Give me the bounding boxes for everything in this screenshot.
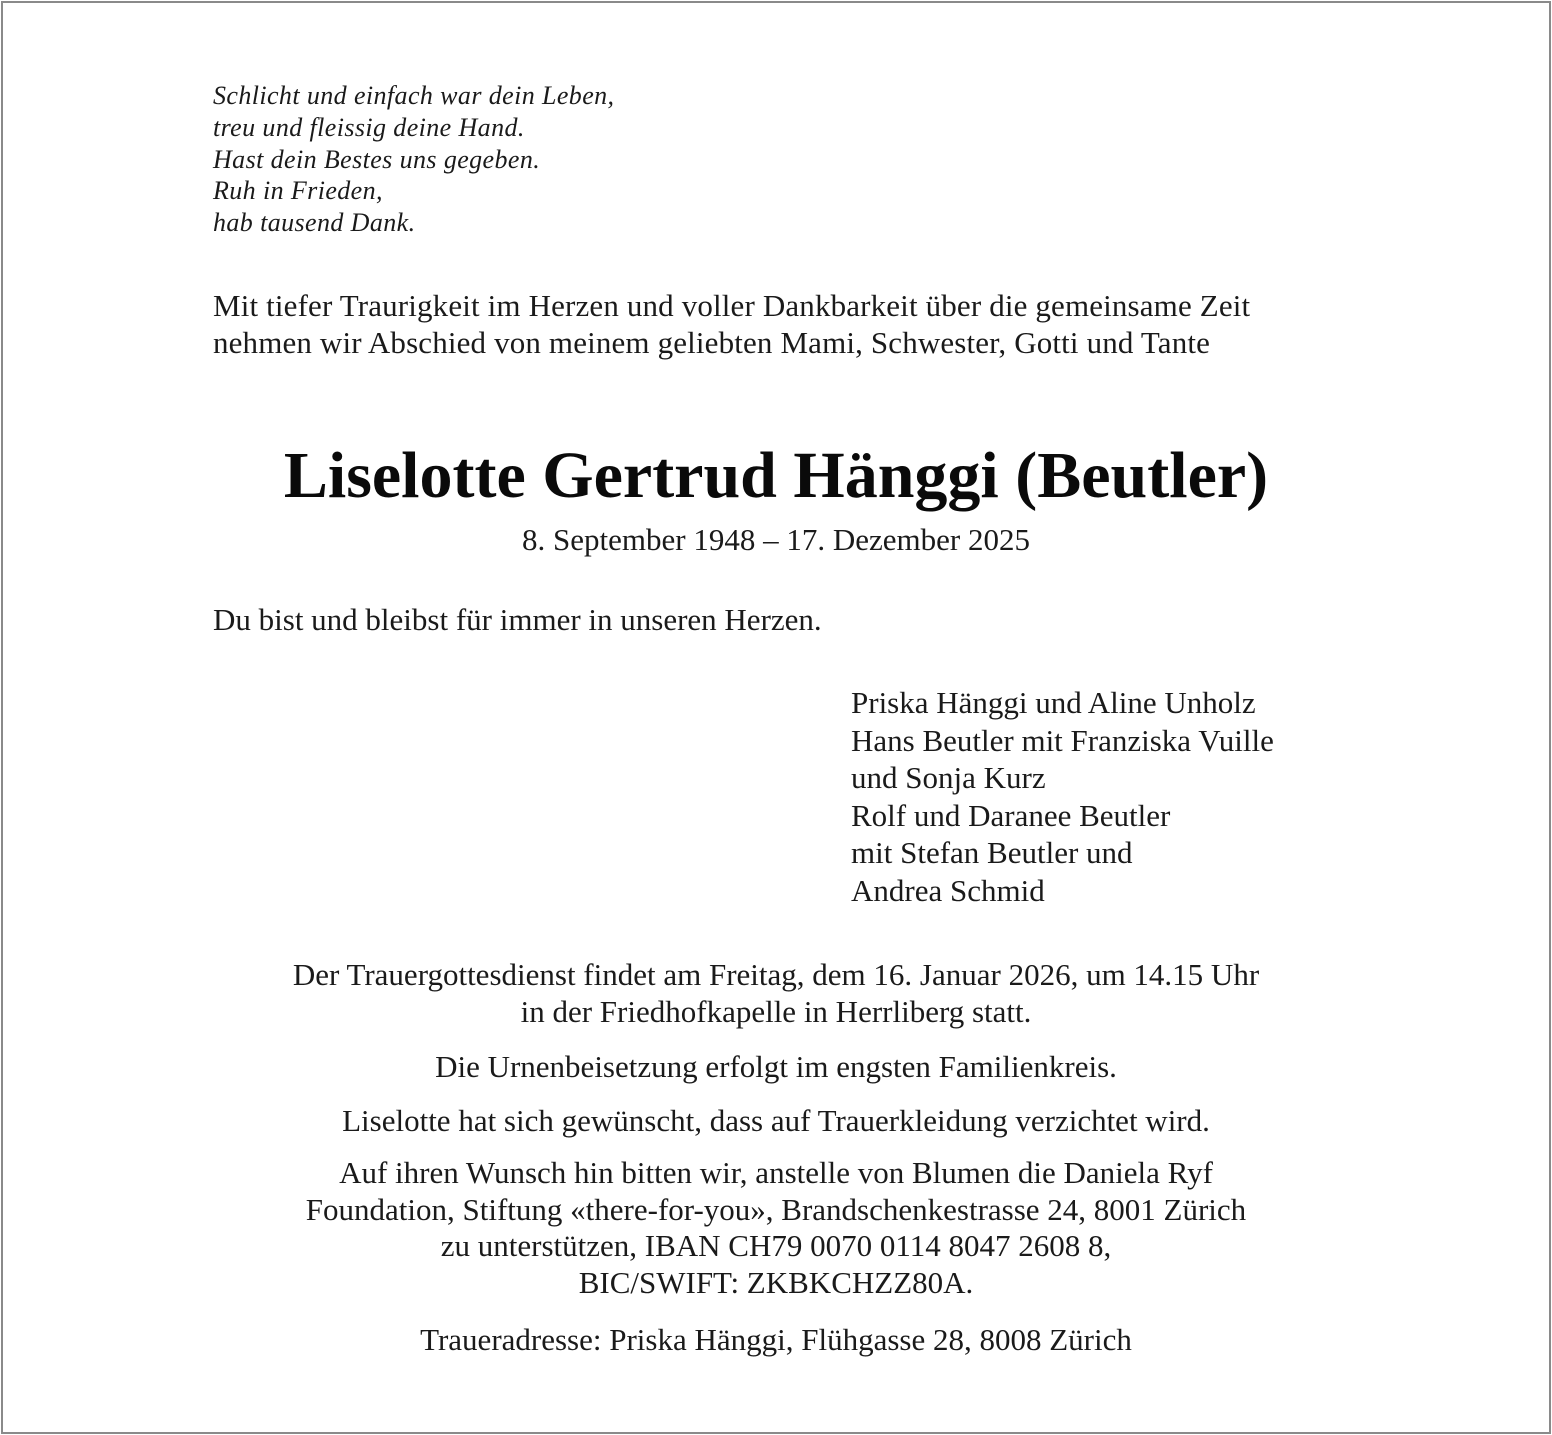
- donation-line: Auf ihren Wunsch hin bitten wir, anstelle von Blumen die Daniela Ryf: [339, 1155, 1213, 1190]
- donation-line: BIC/SWIFT: ZKBKCHZZ80A.: [578, 1264, 974, 1300]
- mourning-address: Traueradresse: Priska Hänggi, Flühgasse 28, 8008 Zürich: [420, 1322, 1132, 1357]
- poem-line: Ruh in Frieden,: [213, 176, 383, 206]
- poem: [213, 80, 614, 239]
- service-line: in der Friedhofkapelle in Herrliberg statt.: [520, 994, 1032, 1029]
- memorial-quote: Du bist und bleibst für immer in unseren Herzen.: [213, 602, 822, 637]
- donation-info: [0, 1155, 1552, 1301]
- urn-burial-info: Die Urnenbeisetzung erfolgt im engsten Familienkreis.: [435, 1049, 1117, 1084]
- intro-text: Mit tiefer Traurigkeit im Herzen und voller Dankbarkeit über die gemeinsame Zeit nehmen wir Abschied von meinem geliebten Mami, Schwester, Gotti und Tante: [213, 288, 1251, 360]
- mourner-line: und Sonja Kurz: [851, 760, 1046, 796]
- poem-line: Hast dein Bestes uns gegeben.: [213, 144, 541, 174]
- mourner-line: Priska Hänggi und Aline Unholz: [851, 685, 1256, 720]
- clothing-note: Liselotte hat sich gewünscht, dass auf Trauerkleidung verzichtet wird.: [342, 1103, 1210, 1138]
- donation-line: Foundation, Stiftung «there-for-you», Brandschenkestrasse 24, 8001 Zürich: [305, 1191, 1247, 1227]
- deceased-name: Liselotte Gertrud Hänggi (Beutler): [283, 439, 1269, 512]
- poem-line: hab tausend Dank.: [213, 208, 416, 238]
- mourner-line: mit Stefan Beutler und: [851, 835, 1133, 871]
- donation-line: zu unterstützen, IBAN CH79 0070 0114 8047 2608 8,: [440, 1228, 1112, 1263]
- mourner-line: Hans Beutler mit Franziska Vuille: [851, 722, 1274, 758]
- mourner-line: Rolf und Daranee Beutler: [851, 797, 1171, 833]
- poem-line: Schlicht und einfach war dein Leben,: [213, 81, 615, 110]
- poem-line: treu und fleissig deine Hand.: [213, 112, 525, 142]
- service-line: Der Trauergottesdienst findet am Freitag, dem 16. Januar 2026, um 14.15 Uhr: [292, 957, 1260, 992]
- mourners-list: [851, 684, 1274, 910]
- service-info: [0, 956, 1552, 1030]
- mourner-line: Andrea Schmid: [851, 872, 1045, 908]
- life-dates: 8. September 1948 – 17. Dezember 2025: [522, 522, 1030, 557]
